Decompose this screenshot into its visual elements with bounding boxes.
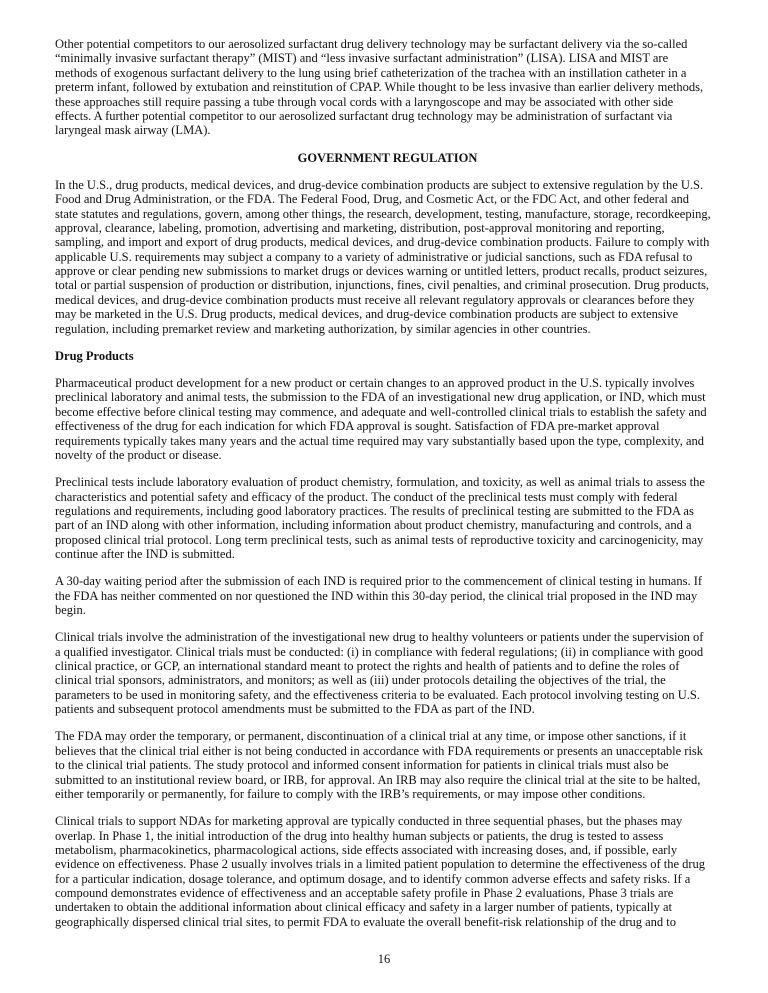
- text-line: characteristics and potential safety and efficacy of the product. The conduct of the preclinical tests must comply with federal: [55, 489, 678, 504]
- text-line: requirements typically takes many years and the actual time required may vary substantially based upon the type, complexity, and: [55, 433, 704, 448]
- subheading: [55, 349, 720, 363]
- paragraph: [55, 475, 720, 561]
- text-line: laryngeal mask airway (LMA).: [55, 123, 211, 138]
- text-line: undertaken to obtain the additional information about clinical efficacy and safety in a larger number of patients, typically at: [55, 900, 673, 915]
- text-line: Preclinical tests include laboratory evaluation of product chemistry, formulation, and toxicity, as well as animal trials to assess the: [55, 475, 705, 490]
- text-line: Food and Drug Administration, or the FDA. The Federal Food, Drug, and Cosmetic Act, or the FDC Act, and other federal and: [55, 192, 690, 207]
- text-line: these approaches still require passing a tube through vocal cords with a laryngoscope and may be associated with other side: [55, 94, 674, 109]
- text-line: state statutes and regulations, govern, among other things, the research, development, testing, manufacture, storage, recordkeeping,: [55, 206, 711, 221]
- text-line: The FDA may order the temporary, or permanent, discontinuation of a clinical trial at any time, or impose other sanctions, if it: [55, 729, 687, 744]
- text-line: begin.: [55, 603, 86, 618]
- text-line: approve or clear pending new submissions to market drugs or devices warning or untitled letters, product recalls, product seizures,: [55, 264, 708, 279]
- text-line: proposed clinical trial protocol. Long term preclinical tests, such as animal tests of reproductive toxicity and carcinogenicity, may: [55, 532, 704, 547]
- text-line: for a particular indication, dosage tolerance, and optimum dosage, and to identify common adverse effects and safety risks. If a: [55, 871, 691, 886]
- paragraph: [55, 574, 720, 617]
- text-line: GOVERNMENT REGULATION: [297, 150, 478, 165]
- text-line: total or partial suspension of production or distribution, injunctions, fines, civil penalties, and criminal prosecution. Drug products,: [55, 278, 710, 293]
- text-line: Drug Products: [55, 348, 134, 363]
- text-line: parameters to be used in monitoring safety, and the effectiveness criteria to be evaluated. Each protocol involving testing on U.S.: [55, 687, 700, 702]
- text-line: “minimally invasive surfactant therapy” (MIST) and “less invasive surfactant administration” (LISA). LISA and MIST are: [55, 51, 669, 66]
- paragraph: [55, 37, 720, 138]
- text-line: In the U.S., drug products, medical devices, and drug-device combination products are subject to extensive regulation by the U.S.: [55, 177, 704, 192]
- paragraph: [55, 630, 720, 716]
- text-line: a qualified investigator. Clinical trials must be conducted: (i) in compliance with federal regulations; (ii) in compliance with good: [55, 644, 704, 659]
- text-line: Other potential competitors to our aerosolized surfactant drug delivery technology may be surfactant delivery via the so-called: [55, 37, 688, 51]
- paragraph: [55, 376, 720, 462]
- text-line: compound demonstrates evidence of effectiveness and an acceptable safety profile in Phase 2 evaluations, Phase 3 trials are: [55, 886, 674, 901]
- text-line: continue after the IND is submitted.: [55, 547, 235, 562]
- text-line: novelty of the product or disease.: [55, 447, 222, 462]
- text-line: overlap. In Phase 1, the initial introduction of the drug into healthy human subjects or patients, the drug is tested to assess: [55, 828, 664, 843]
- text-line: patients and subsequent protocol amendments must be submitted to the FDA as part of the IND.: [55, 702, 535, 717]
- text-line: clinical practice, or GCP, an international standard meant to protect the rights and health of patients and to define the roles of: [55, 659, 680, 674]
- text-line: methods of exogenous surfactant delivery to the lung using brief catheterization of the trachea with an instillation catheter in a: [55, 65, 687, 80]
- text-line: effectiveness of the drug for each indication for which FDA approval is sought. Satisfaction of FDA pre-market approval: [55, 419, 660, 434]
- paragraph: [55, 178, 720, 336]
- page-number: 16: [377, 952, 391, 966]
- paragraph: [55, 729, 720, 801]
- text-line: Clinical trials to support NDAs for marketing approval are typically conducted in three sequential phases, but the phases may: [55, 814, 683, 829]
- text-line: preclinical laboratory and animal tests, the submission to the FDA of an investigational new drug application, or IND, which must: [55, 390, 706, 405]
- text-line: effects. A further potential competitor to our aerosolized surfactant drug technology may be administration of surfactant via: [55, 108, 673, 123]
- text-line: regulations and requirements, including good laboratory practices. The results of preclinical testing are submitted to the FDA as: [55, 503, 694, 518]
- text-line: part of an IND along with other information, including information about product chemistry, manufacturing and controls, and a: [55, 518, 692, 533]
- text-line: regulation, including premarket review and marketing authorization, by similar agencies in other countries.: [55, 321, 591, 336]
- text-line: sampling, and import and export of drug products, medical devices, and drug-device combination products. Failure to comply with: [55, 235, 710, 250]
- text-line: believes that the clinical trial either is not being conducted in accordance with FDA requirements or presents an unacceptable risk: [55, 743, 704, 758]
- section-heading: [55, 151, 720, 165]
- text-line: become effective before clinical testing may commence, and adequate and well-controlled clinical trials to establish the safety and: [55, 404, 707, 419]
- text-line: either temporarily or permanently, for failure to comply with the IRB’s requirements, or may impose other conditions.: [55, 786, 646, 801]
- text-line: geographically dispersed clinical trial sites, to permit FDA to evaluate the overall benefit-risk relationship of the drug and to: [55, 914, 677, 929]
- text-line: the FDA has neither commented on nor questioned the IND within this 30-day period, the clinical trial proposed in the IND may: [55, 588, 698, 603]
- text-line: Pharmaceutical product development for a new product or certain changes to an approved product in the U.S. typically involves: [55, 376, 695, 390]
- text-line: Clinical trials involve the administration of the investigational new drug to healthy volunteers or patients under the supervision of: [55, 630, 704, 645]
- document-page: [55, 37, 720, 942]
- text-line: submitted to an institutional review board, or IRB, for approval. An IRB may also require the clinical trial at the site to be halted,: [55, 772, 701, 787]
- text-line: may be marketed in the U.S. Drug products, medical devices, and drug-device combination products are subject to extensive: [55, 307, 679, 322]
- text-line: metabolism, pharmacokinetics, pharmacological actions, side effects associated with increasing doses, and, if possible, early: [55, 842, 678, 857]
- text-line: clinical trial sponsors, administrators, and monitors; as well as (iii) under protocols detailing the objectives of the trial, the: [55, 673, 666, 688]
- text-line: medical devices, and drug-device combination products must receive all relevant regulatory approvals or clearances before they: [55, 292, 695, 307]
- text-line: to the clinical trial patients. The study protocol and informed consent information for patients in clinical trials must also be: [55, 758, 669, 773]
- paragraph: [55, 814, 720, 929]
- text-line: A 30-day waiting period after the submission of each IND is required prior to the commencement of clinical testing in humans. If: [55, 574, 703, 589]
- text-line: preterm infant, followed by extubation and reinstitution of CPAP. While thought to be less invasive than earlier delivery methods,: [55, 80, 704, 95]
- text-line: evidence on effectiveness. Phase 2 usually involves trials in a limited patient population to determine the effectiveness of the drug: [55, 857, 706, 872]
- text-line: approval, clearance, labeling, promotion, advertising and marketing, distribution, post-approval monitoring and reporting,: [55, 220, 665, 235]
- text-line: applicable U.S. requirements may subject a company to a variety of administrative or judicial sanctions, such as FDA refusal to: [55, 249, 693, 264]
